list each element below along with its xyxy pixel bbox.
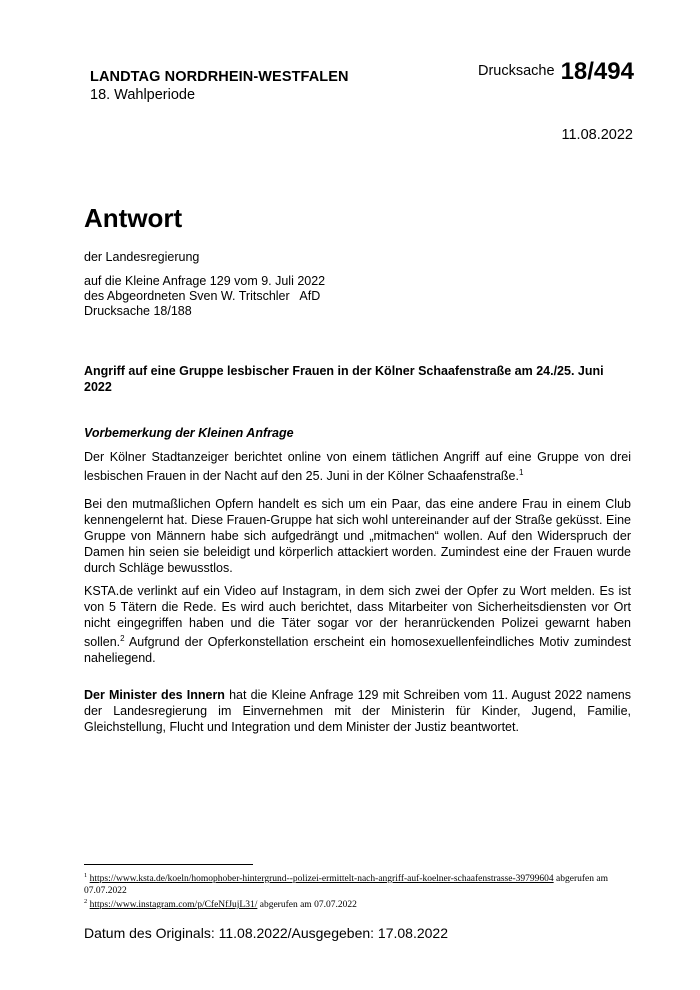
footnote-2 xyxy=(84,896,624,911)
preliminary-heading: Vorbemerkung der Kleinen Anfrage xyxy=(84,426,294,440)
footnote-1-number: 1 xyxy=(84,872,88,879)
paragraph-3-text-b: Aufgrund der Opferkonstellation erscheint ein homosexuellenfeindliches Motiv zumindest naheliegend. xyxy=(84,635,631,666)
paragraph-1 xyxy=(84,449,631,484)
subject-heading: Angriff auf eine Gruppe lesbischer Frauen in der Kölner Schaafenstraße am 24./25. Juni 2022 xyxy=(84,364,604,394)
footnote-2-suffix: abgerufen am 07.07.2022 xyxy=(257,900,357,911)
intro-line-government: der Landesregierung xyxy=(84,250,200,264)
document-date: 11.08.2022 xyxy=(561,127,633,143)
footnote-1-link[interactable]: https://www.ksta.de/koeln/homophober-hintergrund--polizei-ermittelt-nach-angriff-auf-koelner-schaafenstrasse-39799604 xyxy=(89,874,554,885)
paragraph-1-text: Der Kölner Stadtanzeiger berichtet online von einem tätlichen Angriff auf eine Gruppe von drei lesbischen Frauen in der Nacht auf den 25. Juni in der Kölner Schaafenstraße. xyxy=(84,450,631,484)
paragraph-4-text: hat die Kleine Anfrage 129 mit Schreiben vom 11. August 2022 namens der Landesregierung im Einvernehmen mit der Ministerin für Kinder, Jugend, Familie, Gleichstellung, Flucht und Integration und dem Minister der Justiz beantwortet. xyxy=(84,688,631,734)
intro-line-printed-matter: Drucksache 18/188 xyxy=(84,304,192,318)
document-header xyxy=(90,68,349,104)
footnote-divider xyxy=(84,864,253,865)
minister-name: Der Minister des Innern xyxy=(84,688,225,702)
drucksache-number: 18/494 xyxy=(560,58,634,85)
intro-block xyxy=(84,274,325,319)
paragraph-3-text-a: KSTA.de verlinkt auf ein Video auf Instagram, in dem sich zwei der Opfer zu Wort melden. Es ist von 5 Tätern die Rede. Es wird auch berichtet, dass Mitarbeiter von Sicherheitsdiensten vor Ort nicht eingegriffen haben und die Täter sogar vor der heranrückenden Polizei gewarnt haben sollen. xyxy=(84,584,631,650)
footnote-ref-2: 2 xyxy=(120,634,125,643)
footnote-2-number: 2 xyxy=(84,898,88,905)
page-footer: Datum des Originals: 11.08.2022/Ausgegeben: 17.08.2022 xyxy=(84,925,448,941)
footnote-2-link[interactable]: https://www.instagram.com/p/CfeNfJujL31/ xyxy=(89,900,258,911)
footnote-1 xyxy=(84,870,624,897)
paragraph-2: Bei den mutmaßlichen Opfern handelt es sich um ein Paar, das eine andere Frau in einem Club kennengelernt hat. Diese Frauen-Gruppe hat sich wohl untereinander auf der Straße geküsst. Eine Gruppe von Männern habe sich aufgedrängt und „mitmachen“ wollen. Auf den Widerspruch der Damen hin seien sie beleidigt und körperlich attackiert worden. Zumindest eine der Frauen wurde durch Schläge bewusstlos. xyxy=(84,497,631,575)
intro-line-request: auf die Kleine Anfrage 129 vom 9. Juli 2022 xyxy=(84,274,326,288)
footnote-1-suffix: abgerufen am 07.07.2022 xyxy=(84,874,608,897)
drucksache-label: Drucksache xyxy=(478,63,555,79)
paragraph-3 xyxy=(84,583,631,666)
legislative-period: 18. Wahlperiode xyxy=(90,87,196,103)
paragraph-4 xyxy=(84,687,631,735)
drucksache-block xyxy=(478,58,634,86)
intro-line-deputy: des Abgeordneten Sven W. Tritschler AfD xyxy=(84,289,321,303)
page-title: Antwort xyxy=(84,203,183,233)
footnote-ref-1: 1 xyxy=(518,468,524,477)
parliament-name: LANDTAG NORDRHEIN-WESTFALEN xyxy=(90,69,349,85)
